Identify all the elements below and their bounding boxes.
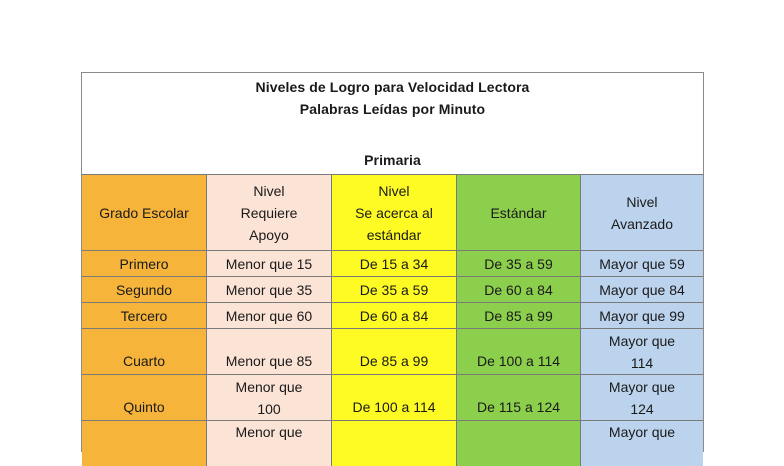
table-subtitle: Palabras Leídas por Minuto: [299, 101, 486, 117]
table-cell-avanzado: Mayor que 84: [581, 276, 703, 302]
header-se-acerca: Nivel Se acerca al estándar: [332, 174, 457, 250]
header-avanzado: Nivel Avanzado: [581, 174, 703, 250]
table-cell-acerca: De 35 a 59: [332, 276, 457, 302]
table-cell-acerca: De 15 a 34: [332, 250, 457, 276]
title-block: [82, 73, 703, 174]
table-cell-estandar: [457, 420, 581, 466]
table-cell-apoyo: Menor que 100: [207, 374, 332, 420]
header-grado-escolar: Grado Escolar: [82, 174, 207, 250]
table-cell-apoyo: Menor que 35: [207, 276, 332, 302]
table-cell-grade: Tercero: [82, 302, 207, 328]
table-cell-grade: [82, 420, 207, 466]
table-cell-grade: Cuarto: [82, 328, 207, 374]
reading-speed-table-sheet: [81, 72, 704, 452]
table-cell-estandar: De 60 a 84: [457, 276, 581, 302]
table-cell-acerca: De 85 a 99: [332, 328, 457, 374]
header-estandar: Estándar: [457, 174, 581, 250]
table-cell-estandar: De 115 a 124: [457, 374, 581, 420]
table-cell-avanzado: Mayor que 114: [581, 328, 703, 374]
section-label: Primaria: [364, 152, 421, 168]
table-cell-avanzado: Mayor que 99: [581, 302, 703, 328]
table-cell-avanzado: Mayor que 124: [581, 374, 703, 420]
table-cell-acerca: De 60 a 84: [332, 302, 457, 328]
table-cell-grade: Primero: [82, 250, 207, 276]
table-cell-apoyo: Menor que 85: [207, 328, 332, 374]
table-cell-avanzado: Mayor que: [581, 420, 703, 466]
table-title: Niveles de Logro para Velocidad Lectora: [255, 79, 530, 95]
table-cell-apoyo: Menor que 60: [207, 302, 332, 328]
achievement-levels-table: [82, 174, 703, 466]
table-cell-apoyo: Menor que: [207, 420, 332, 466]
table-cell-estandar: De 35 a 59: [457, 250, 581, 276]
table-cell-apoyo: Menor que 15: [207, 250, 332, 276]
table-cell-acerca: De 100 a 114: [332, 374, 457, 420]
table-cell-grade: Segundo: [82, 276, 207, 302]
table-cell-estandar: De 85 a 99: [457, 302, 581, 328]
table-cell-acerca: [332, 420, 457, 466]
table-cell-grade: Quinto: [82, 374, 207, 420]
header-requiere-apoyo: Nivel Requiere Apoyo: [207, 174, 332, 250]
table-cell-avanzado: Mayor que 59: [581, 250, 703, 276]
table-cell-estandar: De 100 a 114: [457, 328, 581, 374]
